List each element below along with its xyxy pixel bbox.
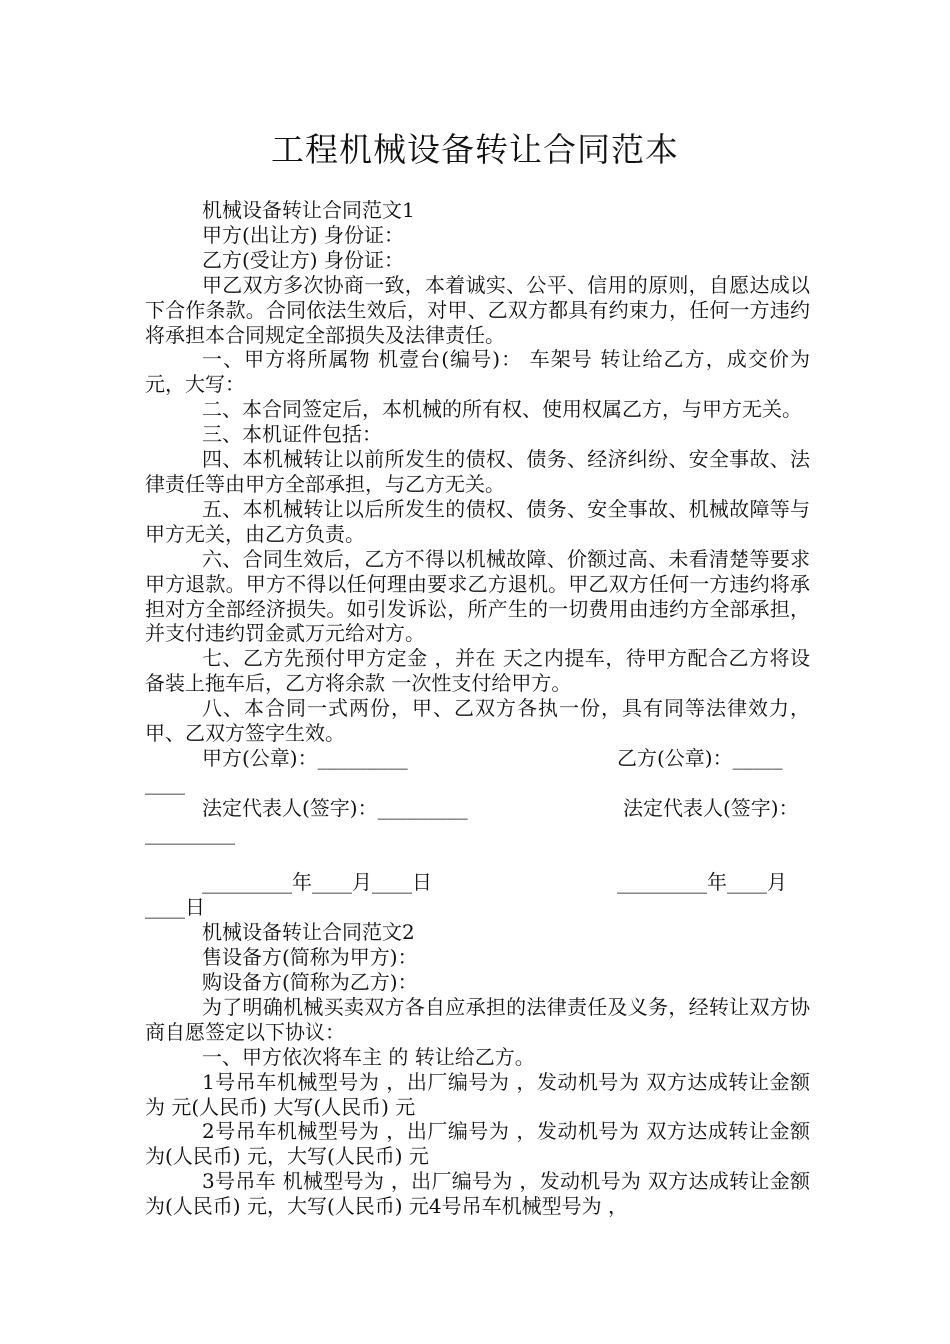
clause-2: 二、本合同签定后，本机械的所有权、使用权属乙方，与甲方无关。	[202, 397, 802, 422]
spacer	[145, 846, 810, 871]
agreement-intro: 为了明确机械买卖双方各自应承担的法律责任及义务，经转让双方协商自愿签定以下协议：	[145, 994, 810, 1044]
party-a-seal: 甲方(公章)：_________	[202, 745, 408, 770]
document-title: 工程机械设备转让合同范本	[271, 130, 679, 169]
clause-5: 五、本机械转让以后所发生的债权、债务、安全事故、机械故障等与甲方无关，由乙方负责。	[145, 496, 810, 546]
clause-4: 四、本机械转让以前所发生的债权、债务、经济纠纷、安全事故、法律责任等由甲方全部承担，与乙方无关。	[145, 447, 810, 496]
party-a-line: 甲方(出让方) 身份证：	[202, 222, 404, 247]
clause-8: 八、本合同一式两份，甲、乙双方各执一份，具有同等法律效力，甲、乙双方签字生效。	[145, 696, 810, 746]
section-heading-1: 机械设备转让合同范文1	[202, 198, 415, 222]
clause-7: 七、乙方先预付甲方定金 ，并在 天之内提车，待甲方配合乙方将设备装上拖车后，乙方将余款 一次性支付给甲方。	[145, 646, 810, 696]
party-a-representative: 法定代表人(签字)：_________	[202, 795, 468, 820]
crane-2-paragraph: 2号吊车机械型号为 ，出厂编号为 ，发动机号为 双方达成转让金额为(人民币) 元，大写(人民币) 元	[145, 1119, 810, 1169]
clause-3: 三、本机证件包括：	[202, 422, 382, 447]
party-b-seal-continued: ____	[145, 770, 185, 795]
party-a-date: _________年____月____日	[202, 870, 432, 895]
preamble-paragraph: 甲乙双方多次协商一致，本着诚实、公平、信用的原则，自愿达成以下合作条款。合同依法生效后，对甲、乙双方都具有约束力，任何一方违约将承担本合同规定全部损失及法律责任。	[145, 272, 810, 347]
agreement-clause-1: 一、甲方依次将车主 的 转让给乙方。	[202, 1044, 535, 1069]
seal-row	[145, 746, 810, 771]
section-heading-2: 机械设备转让合同范文2	[202, 920, 415, 945]
party-b-representative: 法定代表人(签字)：	[623, 795, 799, 820]
party-b-line: 乙方(受让方) 身份证：	[202, 247, 404, 272]
party-b-seal: 乙方(公章)：_____	[617, 745, 783, 770]
clause-6: 六、合同生效后，乙方不得以机械故障、价额过高、未看清楚等要求甲方退款。甲方不得以任何理由要求乙方退机。甲乙双方任何一方违约将承担对方全部经济损失。如引发诉讼，所产生的一切费用由违约方全部承担，并支付违约罚金贰万元给对方。	[145, 546, 810, 646]
party-b-date: _________年____月	[617, 870, 787, 895]
crane-1-paragraph: 1号吊车机械型号为 ，出厂编号为 ，发动机号为 双方达成转让金额为 元(人民币) 大写(人民币) 元	[145, 1069, 810, 1119]
party-b-date-continued: ____日	[145, 895, 205, 920]
representative-row	[145, 796, 810, 821]
seller-line: 售设备方(简称为甲方)：	[202, 945, 418, 970]
date-row	[145, 870, 810, 895]
party-b-representative-continued: _________	[145, 820, 235, 845]
buyer-line: 购设备方(简称为乙方)：	[202, 969, 418, 994]
clause-1: 一、甲方将所属物 机壹台(编号)： 车架号 转让给乙方，成交价为 元，大写：	[145, 347, 810, 397]
crane-3-paragraph: 3号吊车 机械型号为 ，出厂编号为 ，发动机号为 双方达成转让金额为(人民币) 元，大写(人民币) 元4号吊车机械型号为 ，	[145, 1169, 810, 1219]
document-body	[145, 198, 810, 1219]
